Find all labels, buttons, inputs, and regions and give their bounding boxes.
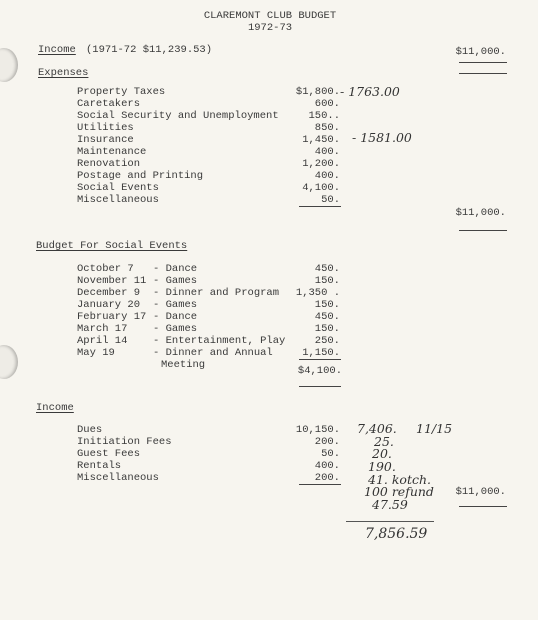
expense-label: Miscellaneous <box>77 194 159 206</box>
handwritten-line: 20. <box>372 446 392 461</box>
income-item-amount: 200. <box>314 472 340 484</box>
expense-amount: 400. <box>314 146 340 158</box>
income-total: $11,000. <box>455 486 506 498</box>
expense-amount: 600. <box>314 98 340 110</box>
expense-label: Social Events <box>77 182 159 194</box>
handwritten-line: 100 refund <box>364 484 434 499</box>
event-amount: 150. <box>314 275 340 287</box>
expense-label: Property Taxes <box>77 86 166 98</box>
income-item-label: Miscellaneous <box>77 472 159 484</box>
handwritten-insurance-note: - 1581.00 <box>352 130 412 145</box>
event-date: March 17 <box>77 323 128 335</box>
expense-label: Caretakers <box>77 98 141 110</box>
expense-label: Postage and Printing <box>77 170 204 182</box>
social-heading: Budget For Social Events <box>36 240 188 252</box>
income-item-label: Dues <box>77 424 103 436</box>
expenses-total: $11,000. <box>455 207 506 219</box>
event-amount: 150. <box>314 299 340 311</box>
handwritten-line: 47.59 <box>372 497 408 512</box>
expense-label: Maintenance <box>77 146 147 158</box>
document-title: CLAREMONT CLUB BUDGET <box>203 10 337 22</box>
handwritten-date-note: 11/15 <box>416 421 453 436</box>
event-date: October 7 <box>77 263 134 275</box>
expense-amount: 150.. <box>308 110 340 122</box>
handwritten-line: 190. <box>368 459 396 474</box>
income-label: Income <box>38 44 76 56</box>
event-amount: 150. <box>314 323 340 335</box>
rule <box>459 73 507 74</box>
event-name: - Entertainment, Play <box>153 335 286 347</box>
event-name: - Games <box>153 275 198 287</box>
income-heading: Income <box>36 402 74 414</box>
handwritten-sum: 7,856.59 <box>365 526 428 542</box>
event-name: - Dinner and Annual <box>153 347 273 359</box>
event-name: - Games <box>153 299 198 311</box>
event-amount: 250. <box>314 335 340 347</box>
expense-amount: 50. <box>321 194 340 206</box>
expense-label: Utilities <box>77 122 134 134</box>
expense-amount: 400. <box>314 170 340 182</box>
handwritten-taxes-note: - 1763.00 <box>340 84 400 99</box>
event-date: December 9 <box>77 287 141 299</box>
expense-amount: $1,800. <box>295 86 340 98</box>
rule <box>299 206 341 207</box>
event-name: - Dinner and Program <box>153 287 280 299</box>
document-year: 1972-73 <box>247 22 293 34</box>
expense-amount: 4,100. <box>302 182 340 194</box>
event-name: - Dance <box>153 263 198 275</box>
event-date: January 20 <box>77 299 141 311</box>
event-amount: 450. <box>314 263 340 275</box>
expense-label: Renovation <box>77 158 141 170</box>
event-date: April 14 <box>77 335 128 347</box>
event-amount: 450. <box>314 311 340 323</box>
social-total: $4,100. <box>297 365 342 377</box>
event-name: - Games <box>153 323 198 335</box>
income-item-amount: 400. <box>314 460 340 472</box>
handwritten-line: 41. kotch. <box>368 472 432 487</box>
expense-amount: 1,450. <box>302 134 340 146</box>
punch-hole-bottom <box>0 345 18 379</box>
prior-year-note: (1971-72 $11,239.53) <box>86 44 213 56</box>
expenses-heading: Expenses <box>38 67 89 79</box>
handwritten-line: 25. <box>374 434 394 449</box>
income-item-amount: 10,150. <box>295 424 340 436</box>
rule <box>459 62 507 63</box>
social-continuation: Meeting <box>161 359 206 371</box>
income-item-label: Rentals <box>77 460 122 472</box>
event-amount: 1,150. <box>302 347 340 359</box>
rule <box>299 484 341 485</box>
handwritten-sum-rule <box>346 521 434 522</box>
income-top-total: $11,000. <box>455 46 506 58</box>
rule <box>299 386 341 387</box>
income-item-label: Guest Fees <box>77 448 141 460</box>
handwritten-dues-note: 7,406. <box>357 421 397 436</box>
event-date: February 17 <box>77 311 147 323</box>
event-date: November 11 <box>77 275 147 287</box>
expense-label: Social Security and Unemployment <box>77 110 279 122</box>
rule <box>299 359 341 360</box>
punch-hole-top <box>0 48 18 82</box>
expense-amount: 1,200. <box>302 158 340 170</box>
rule <box>459 506 507 507</box>
income-item-label: Initiation Fees <box>77 436 172 448</box>
income-item-amount: 50. <box>321 448 340 460</box>
expense-amount: 850. <box>314 122 340 134</box>
event-name: - Dance <box>153 311 198 323</box>
income-item-amount: 200. <box>314 436 340 448</box>
rule <box>459 230 507 231</box>
event-date: May 19 <box>77 347 115 359</box>
expense-label: Insurance <box>77 134 134 146</box>
event-amount: 1,350 . <box>295 287 340 299</box>
